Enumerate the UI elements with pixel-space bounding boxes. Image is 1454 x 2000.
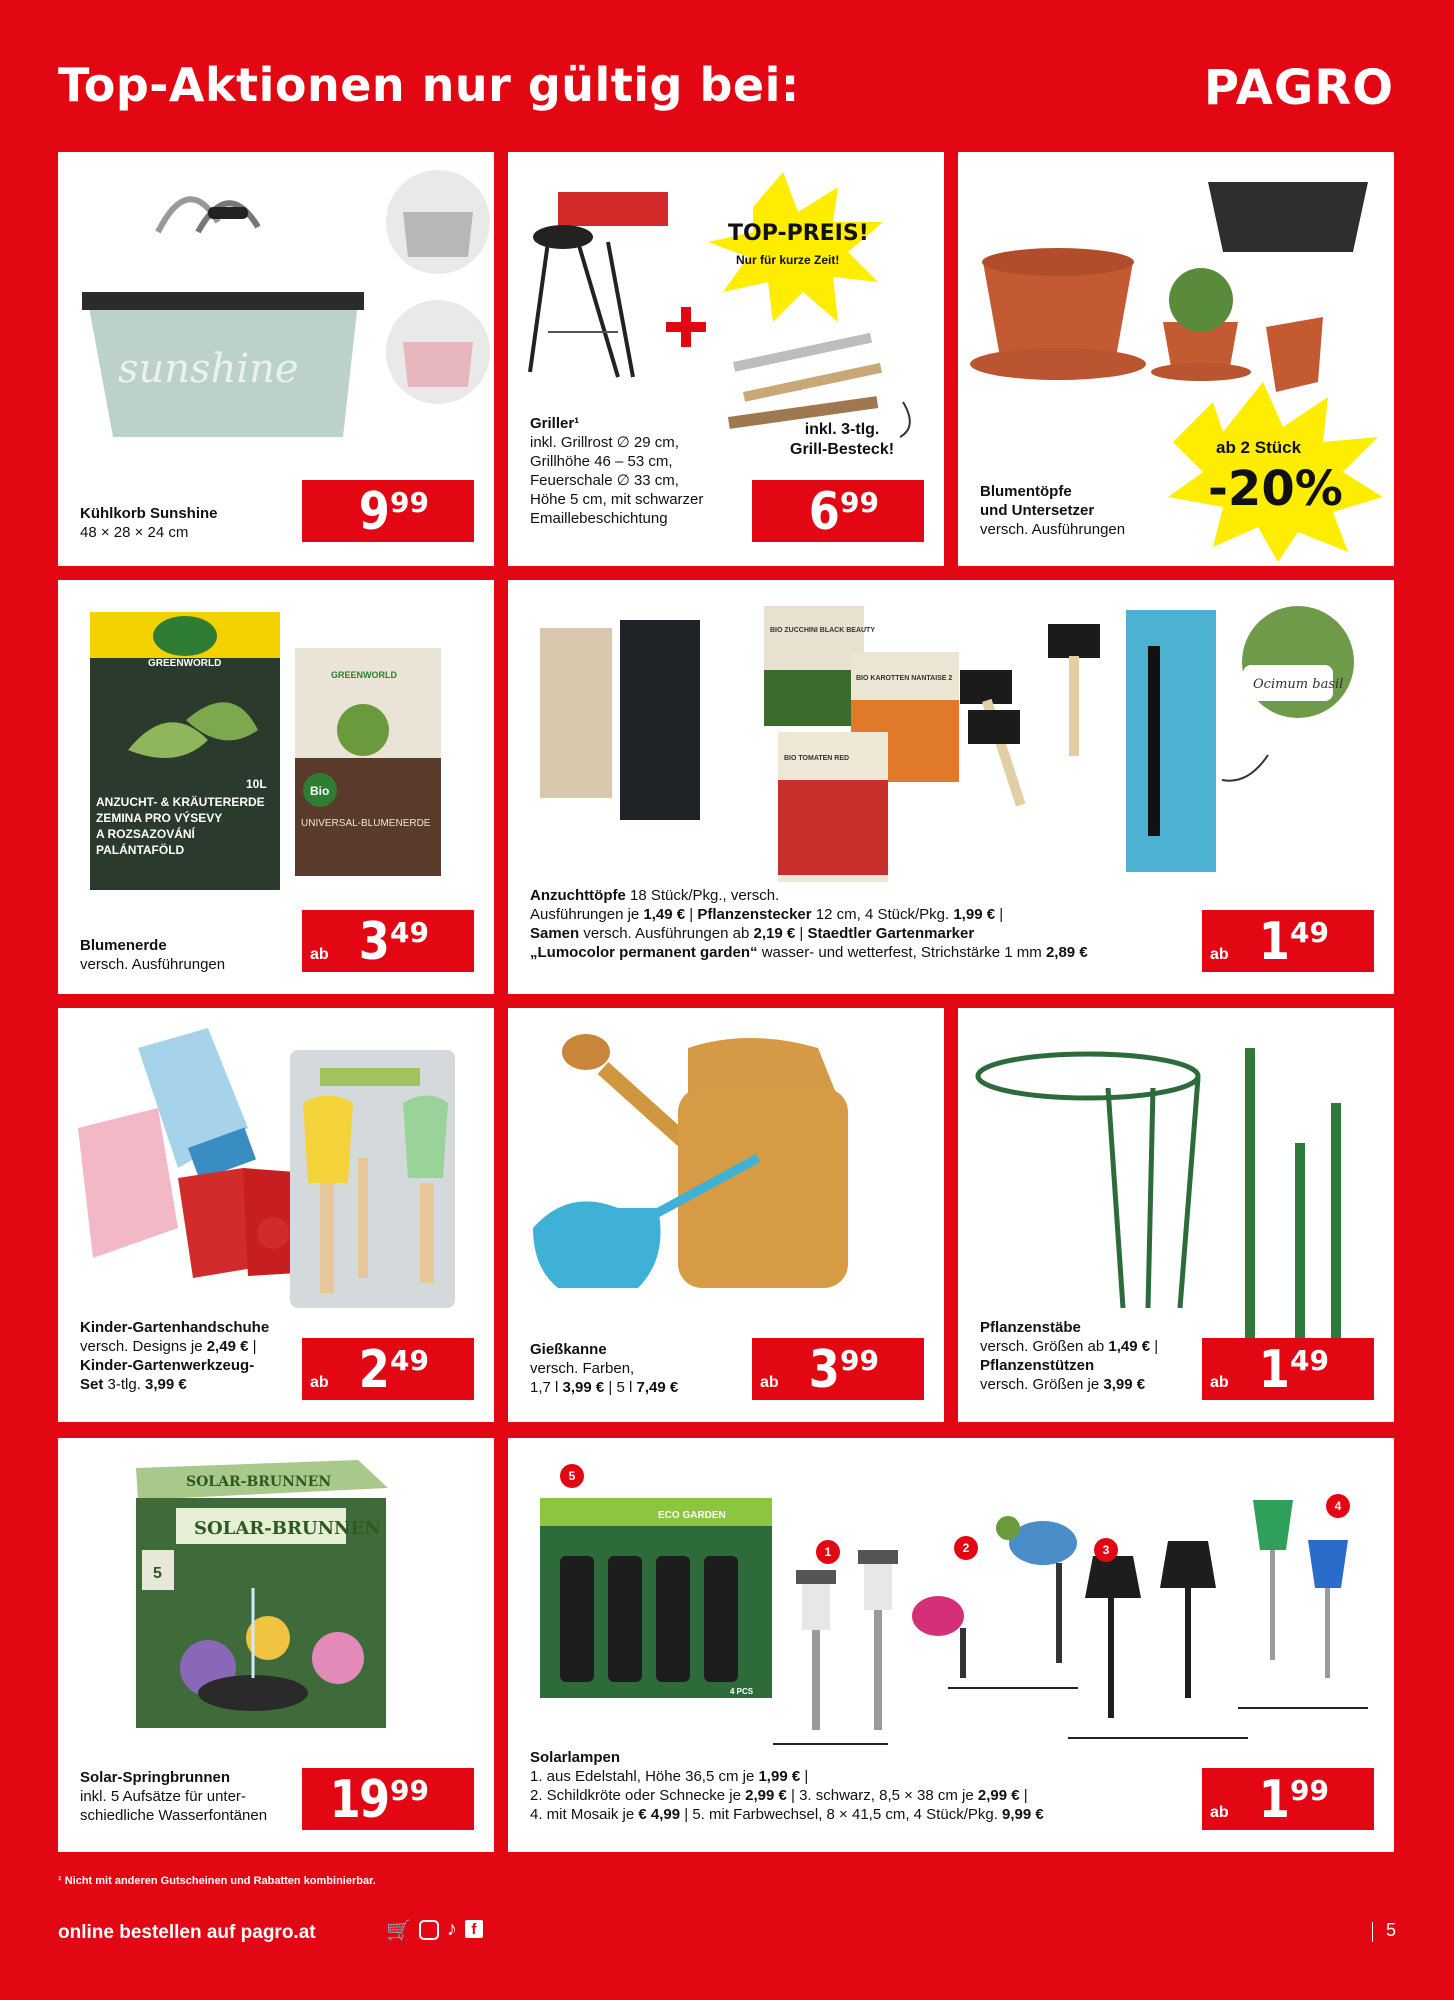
pagro-logo[interactable]: PAGRO (1203, 60, 1394, 116)
solar-price: ab 1 99 (1202, 1768, 1374, 1830)
kinder-price: ab 2 49 (302, 1338, 474, 1400)
kuehlkorb-name: Kühlkorb Sunshine 48 × 28 × 24 cm (80, 505, 218, 541)
footnote: ¹ Nicht mit anderen Gutscheinen und Rabatten kombinierbar. (58, 1875, 376, 1887)
instagram-icon[interactable] (419, 1920, 439, 1940)
kuehlkorb-basket-text: sunshine (118, 346, 299, 392)
griller-price: 6 99 (752, 480, 924, 542)
card-kinder[interactable] (58, 1008, 494, 1422)
tiktok-icon[interactable]: ♪ (446, 1918, 457, 1940)
pack2-brand: GREENWORLD (331, 670, 397, 680)
griller-badge-title: TOP-PREIS! (728, 221, 869, 246)
kinder-description: Kinder-Gartenhandschuhe versch. Designs je 2,49 € | Kinder-Gartenwerkzeug- Set 3-tlg. 3,99 € (80, 1319, 270, 1393)
brunnen-description: Solar-Springbrunnen inkl. 5 Aufsätze für unter- schiedliche Wasserfontänen (80, 1769, 268, 1824)
griller-besteck-note: inkl. 3-tlg. Grill-Besteck! (790, 421, 895, 458)
card-blumenerde[interactable] (58, 580, 494, 994)
card-pflanzen[interactable] (958, 1008, 1394, 1422)
griller-name: Griller¹ inkl. Grillrost ∅ 29 cm, Grillhöhe 46 – 53 cm, Feuerschale ∅ 33 cm, Höhe 5 cm, mit schwarzer Emaillebeschichtung (530, 415, 704, 527)
social-icons (386, 1918, 483, 1943)
facebook-icon[interactable]: f (465, 1920, 483, 1938)
online-order-link[interactable]: online bestellen auf pagro.at (58, 1922, 316, 1943)
giesskanne-price: ab 3 99 (752, 1338, 924, 1400)
card-blumentoepfe[interactable] (958, 152, 1394, 566)
solar-box-brand: ECO GARDEN (658, 1510, 726, 1521)
solar-marker-5: 5 (560, 1464, 584, 1488)
solar-marker-1: 1 (816, 1540, 840, 1564)
pack1-line1: ANZUCHT- & KRÄUTERERDE (96, 795, 265, 809)
anzucht-description: Anzuchttöpfe 18 Stück/Pkg., versch. Ausführungen je 1,49 € | Pflanzenstecker 12 cm, 4 Stück/Pkg. 1,99 € | Samen versch. Ausführungen ab 2,19 € | Staedtler Gartenmarker „Lumocolor permanent garden“ wasser- und wetterfest, Strichstärke 1 mm 2,89 € (530, 887, 1088, 961)
blumentoepfe-badge-value: -20% (1208, 461, 1343, 517)
anzucht-price: ab 1 49 (1202, 910, 1374, 972)
pack1-line3: A ROZSAZOVÁNÍ (96, 827, 195, 841)
brunnen-price: 19 99 (302, 1768, 474, 1830)
card-brunnen[interactable] (58, 1438, 494, 1852)
pack1-size: 10L (246, 777, 267, 791)
blumentoepfe-badge-top: ab 2 Stück (1216, 438, 1302, 457)
kuehlkorb-price: 9 99 (302, 480, 474, 542)
pflanzen-description: Pflanzenstäbe versch. Größen ab 1,49 € | Pflanzenstützen versch. Größen je 3,99 € (980, 1319, 1159, 1393)
brunnen-box-title: SOLAR-BRUNNEN (194, 1518, 381, 1539)
griller-badge-sub: Nur für kurze Zeit! (736, 253, 840, 267)
seed1-label: BIO ZUCCHINI BLACK BEAUTY (770, 627, 875, 634)
card-solar[interactable] (508, 1438, 1394, 1852)
card-anzucht[interactable] (508, 580, 1394, 994)
giesskanne-description: Gießkanne versch. Farben, 1,7 l 3,99 € | 5 l 7,49 € (530, 1341, 679, 1396)
solar-description: Solarlampen 1. aus Edelstahl, Höhe 36,5 cm je 1,99 € | 2. Schildkröte oder Schnecke je 2,99 € | 3. schwarz, 8,5 × 38 cm je 2,99 € | 4. mit Mosaik je € 4,99 | 5. mit Farbwechsel, 8 × 41,5 cm, 4 Stück/Pkg. 9,99 € (530, 1749, 1044, 1823)
seed2-label: BIO KAROTTEN NANTAISE 2 (856, 675, 953, 682)
card-kuehlkorb[interactable] (58, 152, 494, 566)
brunnen-box-top: SOLAR-BRUNNEN (186, 1474, 332, 1490)
solar-marker-4: 4 (1326, 1494, 1350, 1518)
pack1-line4: PALÁNTAFÖLD (96, 843, 185, 857)
blumenerde-price: ab 3 49 (302, 910, 474, 972)
cart-icon[interactable]: 🛒 (386, 1920, 411, 1942)
blumentoepfe-name: Blumentöpfe und Untersetzer versch. Ausführungen (980, 483, 1126, 538)
card-griller[interactable] (508, 152, 944, 566)
blumenerde-name: Blumenerde versch. Ausführungen (80, 937, 226, 973)
marker-text: Ocimum basil (1253, 677, 1344, 692)
solar-box-count: 4 PCS (730, 1687, 754, 1696)
seed3-label: BIO TOMATEN RED (784, 755, 850, 762)
page-title: Top-Aktionen nur gültig bei: (58, 58, 800, 112)
pack2-bio: Bio (310, 784, 330, 798)
card-giesskanne[interactable] (508, 1008, 944, 1422)
pack1-brand: GREENWORLD (148, 658, 222, 669)
page-number: 5 (1385, 1920, 1396, 1940)
solar-marker-3: 3 (1094, 1538, 1118, 1562)
brunnen-box-badge: 5 (153, 1565, 162, 1582)
pflanzen-price: ab 1 49 (1202, 1338, 1374, 1400)
solar-marker-2: 2 (954, 1536, 978, 1560)
pack2-label: UNIVERSAL-BLUMENERDE (301, 818, 431, 829)
pack1-line2: ZEMINA PRO VÝSEVY (96, 811, 223, 825)
